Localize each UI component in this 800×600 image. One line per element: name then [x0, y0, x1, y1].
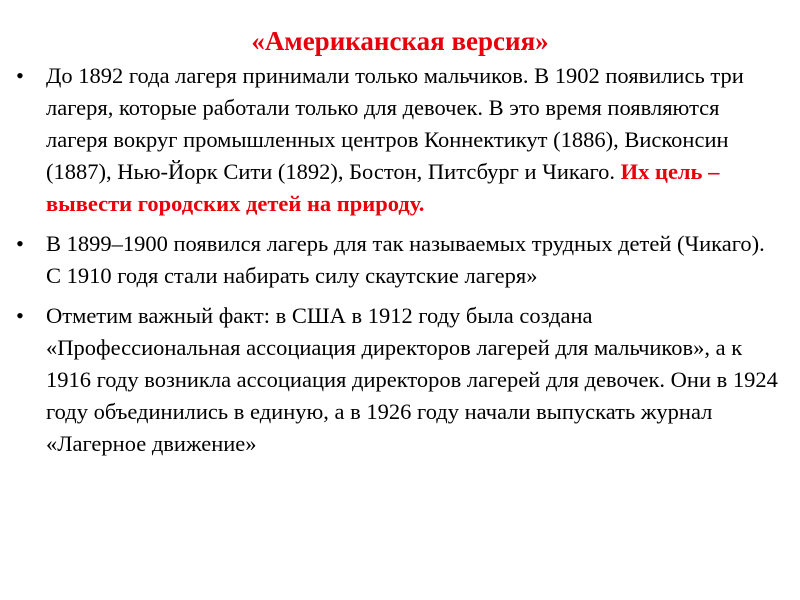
bullet-dot-icon: • [16, 303, 24, 328]
bullet-highlight-text: Их цель – вывести городских детей на природу. [46, 159, 720, 216]
bullet-item-3 [0, 300, 800, 460]
bullet-item-1 [0, 60, 800, 220]
bullet-list [0, 60, 800, 468]
slide-title: «Американская версия» [251, 26, 549, 56]
bullet-text: В 1899–1900 появился лагерь для так называемых трудных детей (Чикаго). С 1910 годя стали набирать силу скаутские лагеря» [46, 231, 765, 288]
bullet-dot-icon: • [16, 231, 24, 256]
bullet-item-2 [0, 228, 800, 292]
bullet-text: До 1892 года лагеря принимали только мальчиков. В 1902 появились три лагеря, которые работали только для девочек. В это время появляются лагеря вокруг промышленных центров Коннектикут (1886), Висконсин (1887), Нью-Йорк Сити (1892), Бостон, Питсбург и Чикаго. [46, 63, 744, 184]
bullet-dot-icon: • [16, 63, 24, 88]
bullet-text: Отметим важный факт: в США в 1912 году была создана «Профессиональная ассоциация директоров лагерей для мальчиков», а к 1916 году возникла ассоциация директоров лагерей для девочек. Они в 1924 году объединились в единую, а в 1926 году начали выпускать журнал «Лагерное движение» [46, 303, 778, 456]
